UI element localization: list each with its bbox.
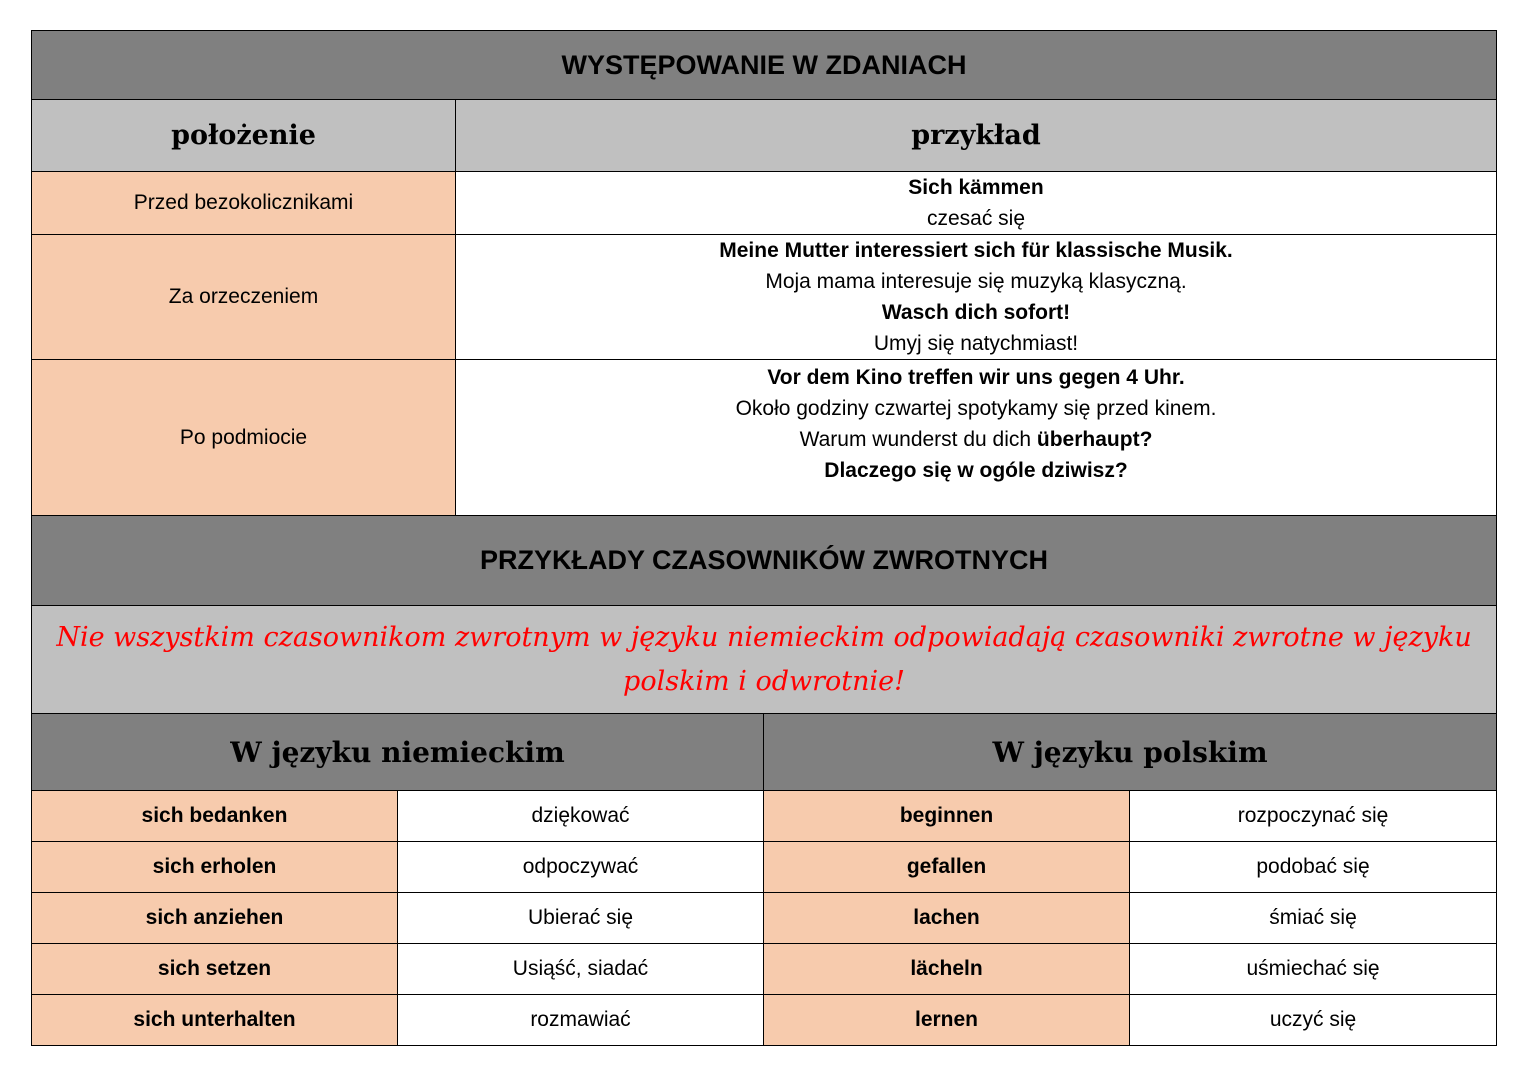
polish-translation: rozmawiać xyxy=(398,995,764,1046)
german-reflexive-verb: sich erholen xyxy=(32,842,398,893)
german-verb: lächeln xyxy=(764,944,1130,995)
german-verb: gefallen xyxy=(764,842,1130,893)
german-reflexive-verb: sich setzen xyxy=(32,944,398,995)
position-cell: Przed bezokolicznikami xyxy=(32,172,456,235)
polish-reflexive-translation: uśmiechać się xyxy=(1130,944,1497,995)
occurrence-row xyxy=(32,235,1497,360)
occurrence-table xyxy=(31,30,1497,516)
german-reflexive-verb: sich anziehen xyxy=(32,893,398,944)
warning-note: Nie wszystkim czasownikom zwrotnym w języku niemieckim odpowiadają czasowniki zwrotne w języku polskim i odwrotnie! xyxy=(32,606,1497,714)
example-german xyxy=(456,424,1496,455)
polish-reflexive-translation: śmiać się xyxy=(1130,893,1497,944)
verb-row xyxy=(32,944,1497,995)
german-verb: lachen xyxy=(764,893,1130,944)
example-german-emphasis: überhaupt? xyxy=(1036,428,1153,451)
polish-translation: dziękować xyxy=(398,791,764,842)
polish-translation: Ubierać się xyxy=(398,893,764,944)
example-polish: Dlaczego się w ogóle dziwisz? xyxy=(824,459,1128,482)
german-reflexive-verb: sich bedanken xyxy=(32,791,398,842)
example-german-start: Warum wunderst du dich xyxy=(799,428,1037,451)
polish-reflexive-translation: rozpoczynać się xyxy=(1130,791,1497,842)
example-cell xyxy=(456,172,1497,235)
example-polish: czesać się xyxy=(926,207,1026,230)
example-german: Sich kämmen xyxy=(908,176,1044,199)
example-german: Vor dem Kino treffen wir uns gegen 4 Uhr. xyxy=(767,366,1185,389)
example-polish: Umyj się natychmiast! xyxy=(873,332,1079,355)
verb-row xyxy=(32,791,1497,842)
polish-column-header: W języku polskim xyxy=(764,714,1497,791)
occurrence-title: WYSTĘPOWANIE W ZDANIACH xyxy=(32,31,1497,100)
german-reflexive-verb: sich unterhalten xyxy=(32,995,398,1046)
verb-row xyxy=(32,842,1497,893)
polish-reflexive-translation: podobać się xyxy=(1130,842,1497,893)
polish-translation: odpoczywać xyxy=(398,842,764,893)
polish-reflexive-translation: uczyć się xyxy=(1130,995,1497,1046)
occurrence-row xyxy=(32,172,1497,235)
example-polish: Około godziny czwartej spotykamy się przed kinem. xyxy=(735,397,1217,420)
verbs-title: PRZYKŁADY CZASOWNIKÓW ZWROTNYCH xyxy=(32,516,1497,606)
german-column-header: W języku niemieckim xyxy=(32,714,764,791)
german-verb: beginnen xyxy=(764,791,1130,842)
verb-row xyxy=(32,995,1497,1046)
position-column-header: położenie xyxy=(32,100,456,172)
verbs-table xyxy=(31,515,1497,1046)
example-cell xyxy=(456,360,1497,516)
example-polish: Moja mama interesuje się muzyką klasyczną. xyxy=(765,270,1187,293)
example-german: Wasch dich sofort! xyxy=(881,301,1071,324)
polish-translation: Usiąść, siadać xyxy=(398,944,764,995)
example-cell xyxy=(456,235,1497,360)
position-cell: Po podmiocie xyxy=(32,360,456,516)
occurrence-row xyxy=(32,360,1497,516)
worksheet xyxy=(31,30,1496,1046)
example-column-header: przykład xyxy=(456,100,1497,172)
position-cell: Za orzeczeniem xyxy=(32,235,456,360)
example-german: Meine Mutter interessiert sich für klassische Musik. xyxy=(719,239,1233,262)
verb-row xyxy=(32,893,1497,944)
german-verb: lernen xyxy=(764,995,1130,1046)
